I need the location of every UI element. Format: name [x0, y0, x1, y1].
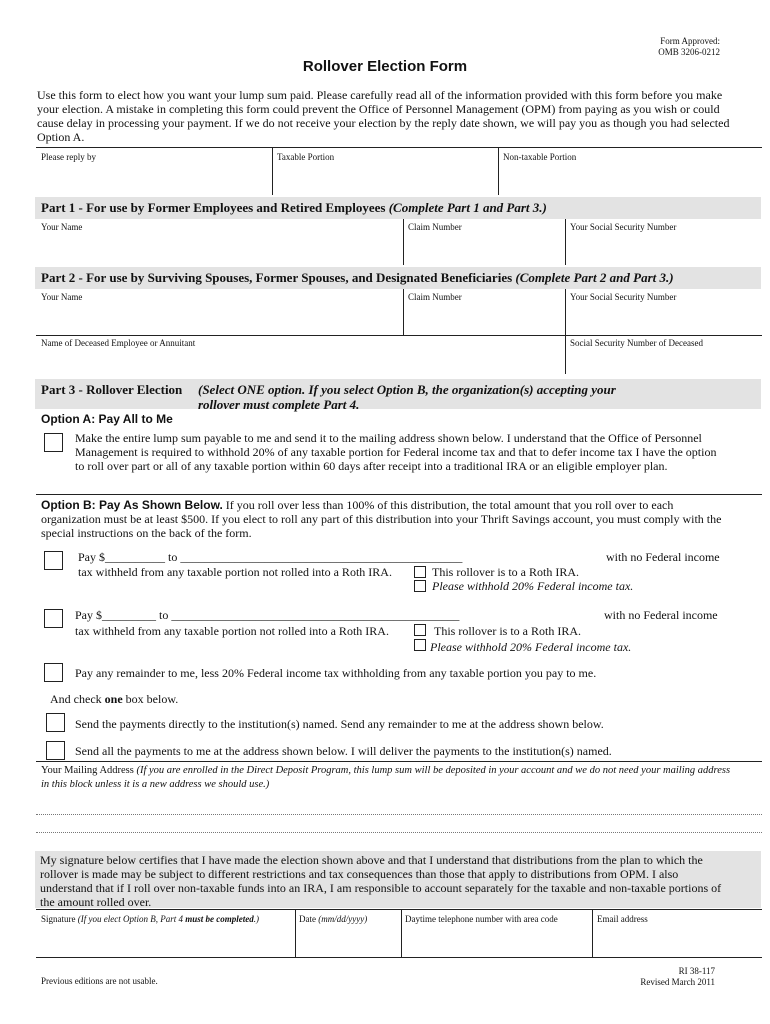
- deceased-ssn-label: Social Security Number of Deceased: [570, 338, 703, 348]
- send-me-checkbox[interactable]: [46, 741, 65, 760]
- withhold1-label: Please withhold 20% Federal income tax.: [432, 579, 634, 593]
- option-a-heading: Option A: Pay All to Me: [41, 412, 173, 426]
- omb-number: OMB 3206-0212: [658, 47, 720, 57]
- form-number: RI 38-117: [678, 966, 715, 976]
- pay2-checkbox[interactable]: [44, 609, 63, 628]
- part1-note: (Complete Part 1 and Part 3.): [388, 200, 547, 215]
- send-direct-text: Send the payments directly to the institution(s) named. Send any remainder to me at the address shown below.: [75, 717, 604, 731]
- certify-text: My signature below certifies that I have made the election shown above and that I understand that distributions from the plan to which the rollover is made may be subject to different restrictions and tax consequences than those that apply to distributions from OPM. I also understand that if I roll over non-taxable funds into an IRA, I am responsible to account separately for the taxable and non-taxable portions of the amount rolled over.: [40, 853, 722, 909]
- check-one-post: box below.: [122, 692, 179, 706]
- part1-ssn-label: Your Social Security Number: [570, 222, 677, 232]
- pay1-end: with no Federal income: [606, 550, 720, 564]
- part2-claim-field[interactable]: [404, 303, 564, 334]
- part2-header: [35, 267, 761, 289]
- pay1-line1[interactable]: Pay $__________ to _______________________________________________: [78, 550, 463, 564]
- roth2-label: This rollover is to a Roth IRA.: [434, 624, 581, 638]
- signature-label: Signature: [41, 914, 76, 924]
- part2-note: (Complete Part 2 and Part 3.): [515, 270, 674, 285]
- part2-title: Part 2 - For use by Surviving Spouses, Former Spouses, and Designated Beneficiaries: [41, 270, 513, 285]
- part3-header: [35, 379, 761, 412]
- roth1-label: This rollover is to a Roth IRA.: [432, 565, 579, 579]
- deceased-name-label: Name of Deceased Employee or Annuitant: [41, 338, 196, 348]
- mailing-label: Your Mailing Address: [41, 765, 134, 776]
- withhold2-label: Please withhold 20% Federal income tax.: [430, 640, 632, 654]
- roth2-checkbox[interactable]: [414, 624, 426, 636]
- part1-claim-field[interactable]: [404, 233, 564, 265]
- part2-ssn-label: Your Social Security Number: [570, 292, 677, 302]
- pay1-checkbox[interactable]: [44, 551, 63, 570]
- reply-by-label: Please reply by: [41, 152, 96, 162]
- send-direct-checkbox[interactable]: [46, 713, 65, 732]
- phone-field[interactable]: [402, 926, 591, 956]
- pay2-end: with no Federal income: [604, 608, 718, 622]
- date-field[interactable]: [296, 926, 400, 956]
- check-one-bold: one: [104, 692, 123, 706]
- email-label: Email address: [597, 914, 648, 924]
- date-note: (mm/dd/yyyy): [318, 914, 368, 924]
- signature-note-post: .): [253, 914, 259, 924]
- signature-note-bold: must be completed: [185, 914, 254, 924]
- option-b-text: If you roll over less than 100% of this distribution, the total amount that you roll over to each organization must be at least $500. If you elect to roll any part of this distribution into your Thrift Savings account, you must comply with the special instructions on the back of the form.: [41, 498, 722, 540]
- intro-text: Use this form to elect how you want your lump sum paid. Please carefully read all of the information provided with this form before you make your election. A mistake in completing this form could prevent the Office of Personnel Management (OPM) from paying as you wish or could cause delay in processing your payment. If we do not receive your election by the reply date shown, we will pay you as though you had selected Option A.: [37, 88, 730, 144]
- roth1-checkbox[interactable]: [414, 566, 426, 578]
- remainder-checkbox[interactable]: [44, 663, 63, 682]
- part1-title: Part 1 - For use by Former Employees and Retired Employees: [41, 200, 386, 215]
- deceased-name-field[interactable]: [37, 349, 564, 374]
- pay2-line1[interactable]: Pay $_________ to ________________________________________________: [75, 608, 460, 622]
- phone-label: Daytime telephone number with area code: [405, 914, 558, 924]
- option-a-text: Make the entire lump sum payable to me and send it to the mailing address shown below. I understand that the Office of Personnel Management is required to withhold 20% of any taxable portion for Federal income tax and that to defer income tax I have the option to roll over part or all of any taxable portion within 60 days after receipt into a traditional IRA or an eligible employer plan.: [75, 431, 717, 473]
- email-field[interactable]: [593, 926, 761, 956]
- part1-claim-label: Claim Number: [408, 222, 462, 232]
- certify-block: [35, 851, 761, 908]
- send-me-text: Send all the payments to me at the address shown below. I will deliver the payments to the institution(s) named.: [75, 744, 612, 758]
- part3-note-line1: (Select ONE option. If you select Option B, the organization(s) accepting your: [198, 382, 616, 397]
- nontaxable-portion-field[interactable]: [499, 162, 761, 194]
- part1-ssn-field[interactable]: [566, 233, 761, 265]
- withhold1-checkbox[interactable]: [414, 580, 426, 592]
- revised-date: Revised March 2011: [640, 977, 715, 987]
- mailing-note: (If you are enrolled in the Direct Deposit Program, this lump sum will be deposited in your account and we do not need your mailing address in this block unless it is a new address we should use.): [41, 765, 731, 790]
- mailing-address-field[interactable]: [37, 795, 761, 850]
- deceased-ssn-field[interactable]: [566, 349, 761, 374]
- previous-editions: Previous editions are not usable.: [41, 976, 158, 986]
- part3-title: Part 3 - Rollover Election: [41, 382, 183, 397]
- part2-ssn-field[interactable]: [566, 303, 761, 334]
- check-one-pre: And check: [50, 692, 105, 706]
- part2-name-field[interactable]: [37, 303, 402, 334]
- option-b-heading: Option B: Pay As Shown Below.: [41, 498, 223, 512]
- taxable-portion-label: Taxable Portion: [277, 152, 335, 162]
- page-title: Rollover Election Form: [302, 58, 468, 75]
- part3-note-line2: rollover must complete Part 4.: [198, 397, 360, 412]
- option-a-checkbox[interactable]: [44, 433, 63, 452]
- signature-note-pre: (If you elect Option B, Part 4: [77, 914, 186, 924]
- part1-name-field[interactable]: [37, 233, 402, 265]
- part2-claim-label: Claim Number: [408, 292, 462, 302]
- part1-name-label: Your Name: [41, 222, 83, 232]
- withhold2-checkbox[interactable]: [414, 639, 426, 651]
- form-approved: Form Approved:: [660, 36, 720, 46]
- signature-field[interactable]: [37, 926, 294, 956]
- reply-by-field[interactable]: [37, 162, 271, 194]
- pay1-line2: tax withheld from any taxable portion not rolled into a Roth IRA.: [78, 565, 392, 579]
- remainder-text: Pay any remainder to me, less 20% Federal income tax withholding from any taxable portion you pay to me.: [75, 666, 597, 680]
- taxable-portion-field[interactable]: [273, 162, 497, 194]
- part1-header: [35, 197, 761, 219]
- pay2-line2: tax withheld from any taxable portion not rolled into a Roth IRA.: [75, 624, 389, 638]
- date-label: Date: [299, 914, 316, 924]
- nontaxable-portion-label: Non-taxable Portion: [503, 152, 577, 162]
- part2-name-label: Your Name: [41, 292, 83, 302]
